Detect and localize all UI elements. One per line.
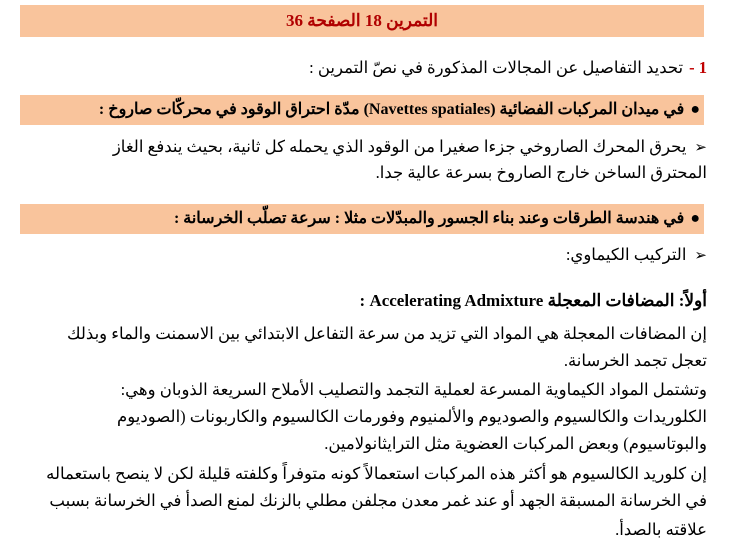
paragraph-line: تعجل تجمد الخرسانة.	[563, 351, 707, 370]
section-space-vehicles-header	[20, 95, 704, 125]
section2-item-text: التركيب الكيماوي:	[565, 245, 687, 264]
question-number: 1 -	[689, 58, 707, 77]
section1-line-2: المحترق الساخن خارج الصاروخ بسرعة عالية جدا.	[375, 163, 707, 182]
arrow-bullet-icon: ➢	[694, 248, 707, 264]
question-1	[20, 56, 707, 80]
paragraph-line: وتشتمل المواد الكيماوية المسرعة لعملية التجمد والتصليب الأملاح السريعة الذوبان وهي:	[120, 380, 707, 399]
question-text: تحديد التفاصيل عن المجالات المذكورة في نصّ التمرين :	[309, 58, 684, 77]
bullet-icon: ●	[690, 210, 700, 227]
paragraph-line: علاقته بالصدأ.	[615, 520, 707, 539]
exercise-title: التمرين 18 الصفحة 36	[20, 5, 704, 37]
section-concrete-header	[20, 204, 704, 234]
section2-item	[20, 243, 707, 268]
arrow-bullet-icon: ➢	[694, 140, 707, 156]
paragraph-line: والبوتاسيوم) وبعض المركبات العضوية مثل الترايثانولامين.	[324, 434, 707, 453]
section-title: في هندسة الطرقات وعند بناء الجسور والمبدّلات مثلا : سرعة تصلّب الخرسانة :	[173, 210, 685, 227]
section1-text-1: يحرق المحرك الصاروخي جزءا صغيرا من الوقود الذي يحمله كل ثانية، بحيث يندفع الغاز	[112, 137, 687, 156]
section-title: في ميدان المركبات الفضائية (Navettes spatiales) مدّة احتراق الوقود في محركّات صاروخ :	[98, 101, 685, 118]
paragraph-line: الكلوريدات والكالسيوم والصوديوم والألمنيوم وفورمات الكالسيوم والكاربونات (الصوديوم	[117, 407, 707, 426]
paragraph-line: إن كلوريد الكالسيوم هو أكثر هذه المركبات استعمالاً كونه متوفراً وكلفته قليلة لكن لا ينصح باستعماله	[46, 464, 707, 483]
section1-line-1	[20, 135, 707, 160]
paragraph-line: إن المضافات المعجلة هي المواد التي تزيد من سرعة التفاعل الابتدائي بين الاسمنت والماء وبذلك	[66, 324, 707, 343]
paragraph-line: في الخرسانة المسبقة الجهد أو عند غمر معدن مجلفن مطلي بالزنك لمنع الصدأ في الخرسانة بسبب	[49, 491, 707, 510]
accelerating-heading: أولاً: المضافات المعجلة Accelerating Admixture :	[359, 291, 707, 310]
bullet-icon: ●	[690, 101, 700, 118]
